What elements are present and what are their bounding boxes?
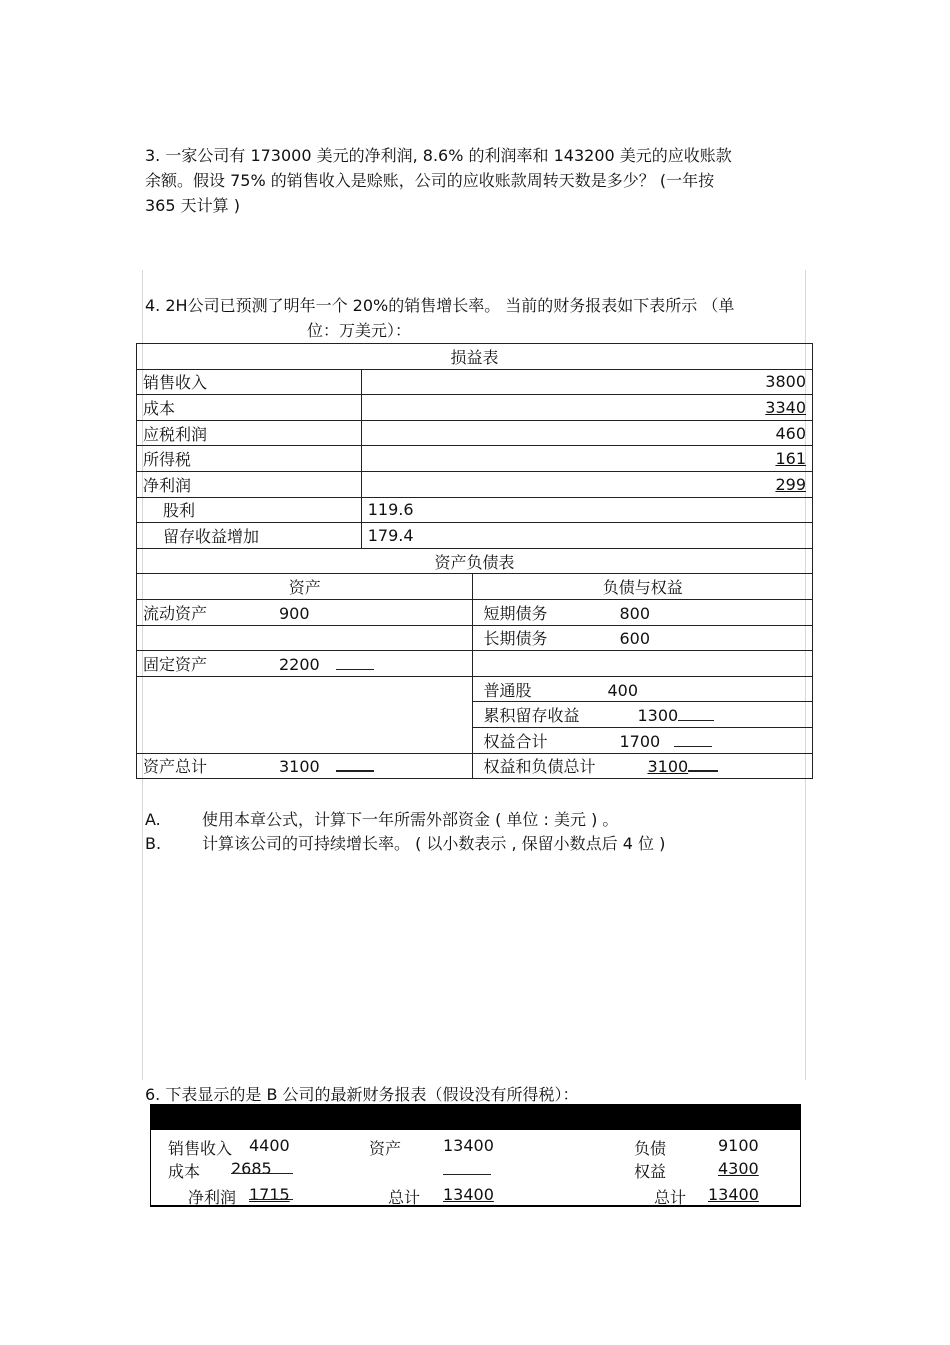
- q6-le-total-value: 13400: [708, 1185, 759, 1204]
- q6-assets-label: 资产: [369, 1139, 402, 1158]
- net-income-label: 净利润: [137, 471, 362, 497]
- q4-line-1: 4. 2H公司已预测了明年一个 20%的销售增长率。 当前的财务报表如下表所示 （单: [145, 296, 735, 315]
- current-assets-label: 流动资产: [143, 603, 208, 623]
- q6-assets-total-label: 总计: [388, 1188, 421, 1207]
- table-row: [137, 420, 813, 446]
- accumulated-retained-label: 累积留存收益: [483, 706, 580, 726]
- q6-title: 6. 下表显示的是 B 公司的最新财务报表（假设没有所得税）：: [145, 1085, 579, 1104]
- question-a-text: 使用本章公式，计算下一年所需外部资金 ( 单位 : 美元 ) 。: [202, 810, 619, 829]
- financial-statements-table: [136, 343, 813, 779]
- sales-label: 销售收入: [137, 369, 362, 395]
- table-row: [137, 753, 813, 779]
- q4-line-2: 位：万美元）：: [307, 321, 412, 340]
- q6-sales-value: 4400: [249, 1136, 290, 1155]
- q6-table-header-bar: [150, 1104, 801, 1130]
- table-row: [137, 599, 813, 625]
- q3-line-2: 余额。假设 75% 的销售收入是赊账，公司的应收账款周转天数是多少？ (一年按: [145, 171, 715, 190]
- long-term-debt-label: 长期债务: [483, 629, 548, 649]
- income-title-row: [137, 344, 813, 370]
- total-equity-label: 权益合计: [483, 731, 548, 751]
- net-income-value: 299: [775, 474, 806, 494]
- table-row: [137, 395, 813, 421]
- dividend-label: 股利: [137, 497, 362, 523]
- q6-net-income-label: 净利润: [188, 1188, 237, 1207]
- income-tax-label: 所得税: [137, 446, 362, 472]
- accumulated-retained-value: 1300: [637, 706, 679, 726]
- taxable-profit-label: 应税利润: [137, 420, 362, 446]
- q6-cost-value: 2685: [231, 1159, 272, 1178]
- question-a-label: A.: [145, 810, 161, 829]
- table-row: [137, 369, 813, 395]
- fixed-assets-label: 固定资产: [143, 654, 208, 674]
- cost-value: 3340: [765, 397, 806, 417]
- balance-sheet-title: 资产负债表: [137, 548, 813, 574]
- table-row: [137, 471, 813, 497]
- q6-equity-label: 权益: [634, 1162, 667, 1181]
- q6-assets-value: 13400: [443, 1136, 494, 1155]
- question-b-label: B.: [145, 834, 162, 853]
- table-row: [137, 497, 813, 523]
- question-b-text: 计算该公司的可持续增长率。 ( 以小数表示 , 保留小数点后 4 位 ): [202, 834, 666, 853]
- q6-liabilities-label: 负债: [634, 1139, 667, 1158]
- table-row: [137, 574, 813, 600]
- q6-assets-total-value: 13400: [443, 1185, 494, 1204]
- q6-liabilities-value: 9100: [718, 1136, 759, 1155]
- q3-line-1: 3. 一家公司有 173000 美元的净利润, 8.6% 的利润率和 143200 美元的应收账款: [145, 146, 732, 165]
- total-liab-equity-label: 权益和负债总计: [483, 757, 596, 777]
- total-assets-value: 3100: [279, 757, 320, 777]
- total-equity-value: 1700: [619, 731, 661, 751]
- q3-line-3: 365 天计算 ): [145, 196, 240, 215]
- common-stock-value: 400: [607, 680, 639, 700]
- table-row: [137, 446, 813, 472]
- long-term-debt-value: 600: [619, 629, 651, 649]
- cost-label: 成本: [137, 395, 362, 421]
- income-tax-value: 161: [775, 449, 806, 469]
- table-row: [137, 523, 813, 549]
- sales-value: 3800: [361, 369, 812, 395]
- q6-cost-label: 成本: [168, 1162, 201, 1181]
- income-statement-title: 损益表: [137, 344, 813, 370]
- total-liab-equity-value: 3100: [647, 757, 689, 777]
- total-assets-label: 资产总计: [143, 757, 208, 777]
- retained-increase-value: 179.4: [361, 523, 812, 549]
- taxable-profit-value: 460: [361, 420, 812, 446]
- q6-sales-label: 销售收入: [168, 1139, 233, 1158]
- q6-le-total-label: 总计: [654, 1188, 687, 1207]
- liabilities-equity-header: 负债与权益: [473, 574, 813, 600]
- balance-title-row: [137, 548, 813, 574]
- q6-equity-value: 4300: [718, 1159, 759, 1178]
- retained-increase-label: 留存收益增加: [137, 523, 362, 549]
- table-row: [137, 625, 813, 651]
- fixed-assets-value: 2200: [279, 654, 320, 674]
- q6-net-income-value: 1715: [249, 1185, 290, 1204]
- table-row: [137, 676, 813, 702]
- table-row: [137, 651, 813, 677]
- short-term-debt-label: 短期债务: [483, 603, 548, 623]
- assets-header: 资产: [137, 574, 473, 600]
- current-assets-value: 900: [279, 603, 310, 623]
- common-stock-label: 普通股: [483, 680, 532, 700]
- q6-statement-box: [150, 1128, 801, 1207]
- short-term-debt-value: 800: [619, 603, 651, 623]
- dividend-value: 119.6: [361, 497, 812, 523]
